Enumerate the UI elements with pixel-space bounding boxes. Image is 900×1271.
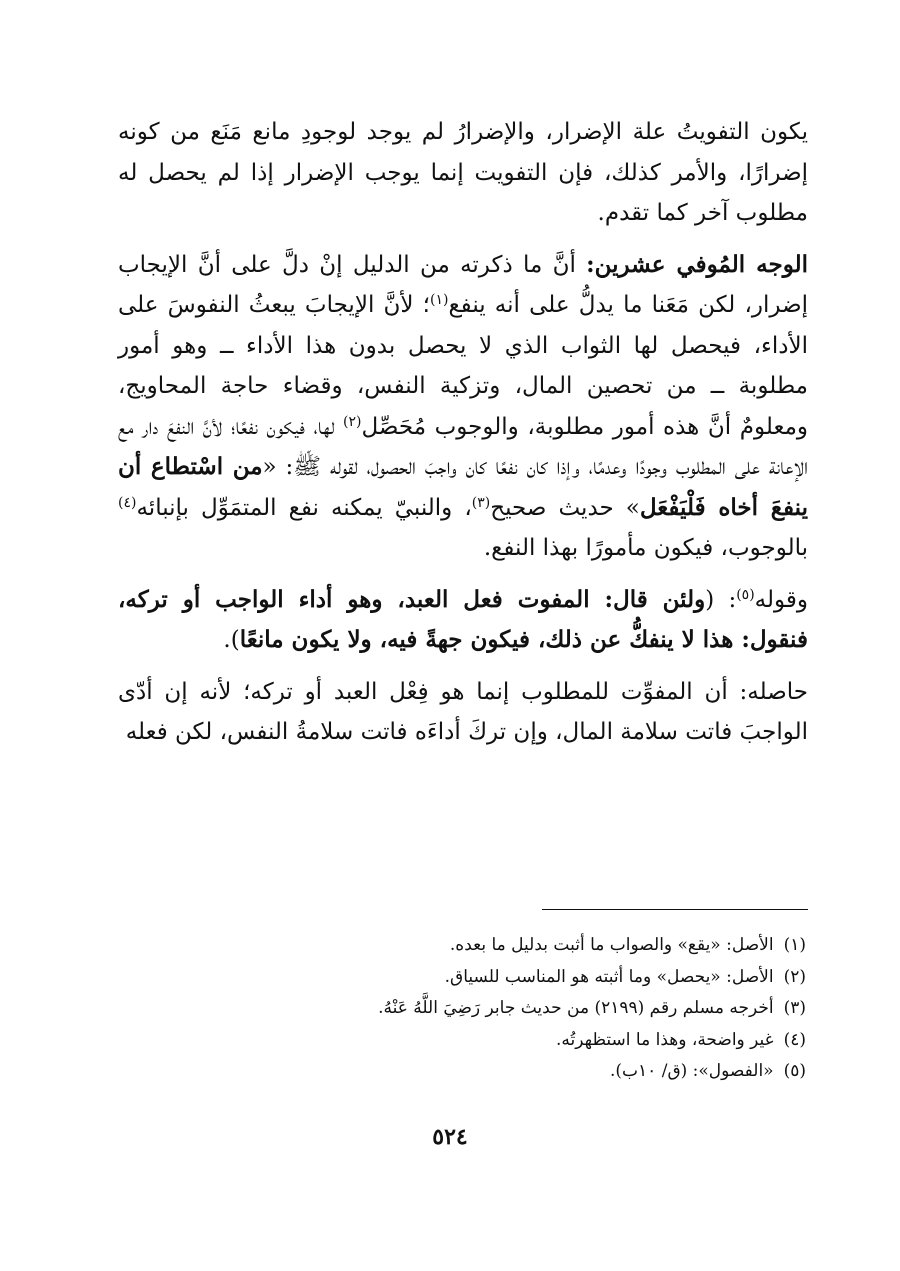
bold-text-segment: الوجه المُوفي عشرين: [586, 250, 808, 278]
footnote-reference: (١) [429, 292, 449, 308]
footnote-item [140, 993, 806, 1025]
footnote-text: غير واضحة، وهذا ما استظهرتُه. [556, 1029, 774, 1050]
text-segment: : ( [705, 586, 737, 613]
footnote-text: الأصل: «يحصل» وما أثبته هو المناسب للسياق. [444, 966, 774, 987]
footnote-number: (٢) [783, 966, 806, 987]
footnote-reference: (٤) [118, 494, 137, 511]
paragraph [118, 580, 808, 661]
footnote-separator [542, 909, 808, 910]
footnote-text: أخرجه مسلم رقم (٢١٩٩) من حديث جابر رَضِيَ اللَّهُ عَنْهُ. [378, 998, 774, 1018]
footnote-item [140, 930, 806, 962]
footnote-text: الأصل: «يقع» والصواب ما أثبت بدليل ما بعده. [449, 935, 774, 955]
footnote-number: (٣) [783, 998, 806, 1018]
footnote-text: «الفصول»: (ق/ ١٠ب). [610, 1061, 774, 1081]
paragraph [118, 245, 808, 569]
text-segment: ، والنبيّ يمكنه نفع المتمَوِّل بإنبائه [136, 494, 472, 521]
text-segment: حاصله: أن المفوِّت للمطلوب إنما هو فِعْل العبد أو تركه؛ لأنه إن أدّى الواجبَ فاتت سلامة المال، وإن تركَ أداءَه فاتت سلامةُ النفس، لكن فعله [118, 678, 808, 745]
footnote-item [140, 1025, 806, 1057]
page-number: ٥٢٤ [432, 1124, 468, 1150]
footnotes-list [140, 930, 806, 1088]
paragraph [118, 112, 808, 234]
footnote-number: (٥) [783, 1061, 806, 1081]
text-segment: ؛ لأنَّ الإيجابَ يبعثُ النفوسَ على الأداء، فيحصل لها الثواب الذي لا يحصل بدون هذا الأداء ــ وهو أمور مطلوبة ــ من تحصين المال، وتزكية النفس، وقضاء حاجة المحاويج، ومعلومٌ أنَّ هذه أمور مطلوبة، والوجوب مُحَصِّل [118, 292, 809, 440]
bold-text-segment: من اسْتطاع أن ينفعَ أخاه فَلْيَفْعَل [118, 453, 809, 521]
text-segment: أنَّ ما ذكرته من الدليل إنْ دلَّ على أنَّ الإيجاب إضرار، لكن مَعَنا ما يدلُّ على أنه ينفع [118, 251, 808, 318]
paragraph [118, 672, 808, 753]
bold-text-segment: ولئن قال: المفوت فعل العبد، وهو أداء الواجب أو تركه، فنقول: هذا لا ينفكُّ عن ذلك، فيكون جهةً فيه، ولا يكون مانعًا [118, 585, 808, 653]
footnote-reference: (٣) [471, 494, 491, 511]
text-segment: لها، فيكون نفعًا؛ لأنَّ النفعَ دار مع الإعانة على المطلوب وجودًا وعدمًا، وإذا كان نفعًا كان واجبَ الحصول، لقوله ﷺ: « [118, 413, 808, 480]
footnote-reference: (٥) [736, 586, 755, 603]
text-segment: » حديث صحيح [490, 494, 640, 521]
footnote-item [140, 962, 806, 994]
text-segment: يكون التفويتُ علة الإضرار، والإضرارُ لم يوجد لوجودِ مانع مَنَع من كونه إضرارًا، والأمر كذلك، فإن التفويت إنما يوجب الإضرار إذا لم يحصل له مطلوب آخر كما تقدم. [118, 119, 808, 226]
text-segment: بالوجوب، فيكون مأمورًا بهذا النفع. [483, 535, 808, 561]
footnote-number: (٤) [783, 1029, 806, 1050]
footnote-reference: (٢) [343, 413, 362, 430]
footnote-number: (١) [783, 935, 806, 955]
main-text [118, 112, 808, 753]
text-segment: ). [223, 627, 240, 653]
footnote-item [140, 1056, 806, 1088]
text-segment: وقوله [754, 586, 808, 613]
